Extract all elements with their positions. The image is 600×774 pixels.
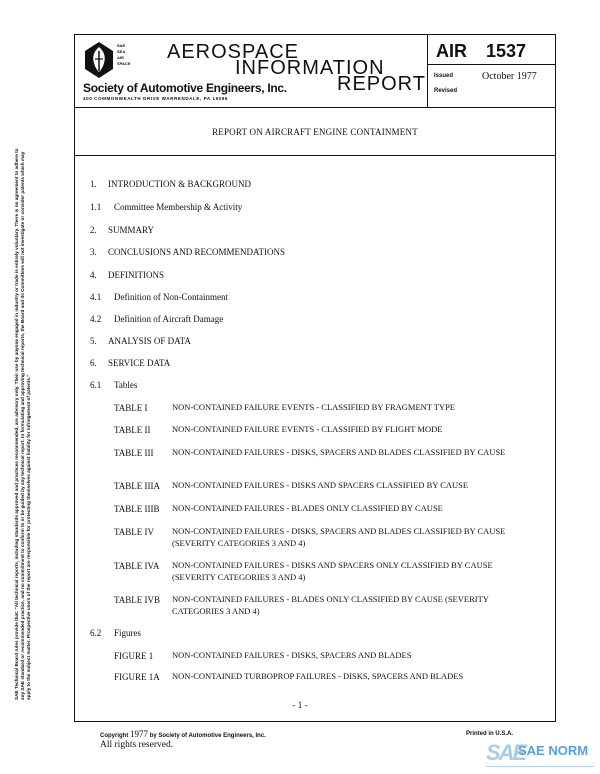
sae-logo-icon [83,41,115,79]
document-number-box [427,35,556,107]
issued-date: October 1977 [482,71,537,82]
report-header [75,35,555,108]
report-frame [74,34,556,722]
air-label: AIR [436,41,467,61]
title-divider [75,155,555,156]
table-entry-title: NON-CONTAINED FAILURE EVENTS - CLASSIFIED BY FRAGMENT TYPE [172,402,456,412]
report-heading: REPORT [337,73,426,95]
side-legal-notice: SAE Technical Board rules provide that: "All technical reports, including standards approved and practices recommended, are advisory only. Their use by anyone engaged in industry or trade is entirely voluntary. There is no agreement to adhere to any SAE standard or recommended practice, and no commitment to conform to or be guided by any technical report. In formulating and approving technical reports, the Board and its Committees will not investigate or consider patents which may apply to the subject matter. Prospective users of the report are responsible for protecting themselves against liability for infringement of patents." [14,148,31,700]
copyright-line: Copyright 1977 by Society of Automotive Engineers, Inc. [100,729,266,739]
watermark-text: SAE NORM [518,743,589,758]
figure-entry-title: NON-CONTAINED FAILURES - DISKS, SPACERS AND BLADES [172,650,412,660]
watermark [486,740,598,772]
table-entry-title: NON-CONTAINED FAILURE EVENTS - CLASSIFIED BY FLIGHT MODE [172,424,443,434]
table-entry-title: NON-CONTAINED FAILURES - DISKS AND SPACERS CLASSIFIED BY CAUSE [172,480,469,490]
table-entry-title: NON-CONTAINED FAILURES - DISKS, SPACERS AND BLADES CLASSIFIED BY CAUSE (SEVERITY CATEGORIES 3 AND 4) [172,526,506,548]
table-entry-title: NON-CONTAINED FAILURES - DISKS, SPACERS AND BLADES CLASSIFIED BY CAUSE [172,447,506,457]
table-entry-title: NON-CONTAINED FAILURES - DISKS AND SPACERS ONLY CLASSIFIED BY CAUSE (SEVERITY CATEGORIES 3 AND 4) [172,560,493,582]
logo-lettering: SAE SEA AIR SPACE [117,43,131,66]
air-number: 1537 [486,41,527,61]
table-entry-title: NON-CONTAINED FAILURES - BLADES ONLY CLASSIFIED BY CAUSE (SEVERITY CATEGORIES 3 AND 4) [172,594,489,616]
watermark-underline [486,766,594,767]
air-number-cell [428,35,556,65]
document-page: SAE Technical Board rules provide that: "All technical reports, including standards approved and practices recommended, are advisory only. Their use by anyone engaged in industry or trade is entirely voluntary. There is no agreement to adhere to any SAE standard or recommended practice, and no commitment to conform to or be guided by any technical report. In formulating and approving technical reports, the Board and its Committees will not investigate or consider patents which may apply to the subject matter. Prospective users of the report are responsible for protecting themselves against liability for infringement of patents." SAE SEA AIR SPACE AEROSPACE INFORMATION REPORT Society of Automotive Engineers, Inc. 400 COMMONWEALTH DRIVE WARRENDALE, PA 15096 AIR 1537 Issued Revised October 1977 REPORT ON AIRCRAFT ENGINE CONTAINMENT 1. INTRODUCTION & BACKGROUND 1.1 Committee Membership & Activity 2. SUMMARY 3. CONCLUSIONS AND RECOMMENDATIONS 4. DEFINITIONS 4.1 Definition of Non-Containment 4.2 Definition of Aircraft Damage 5. ANALYSIS OF DATA 6. SERVICE DATA 6.1 Tables TABLE I NON-CONTAINED FAILURE EVENTS - CLASSIFIED BY FRAGMENT TYPE TABLE II NON-CONTAINED FAILURE EVENTS - CLASSIFIED BY FLIGHT MODE TABLE III NON-CONTAINED FAILURES - DISKS, SPACERS AND BLADES CLASSIFIED BY CAUSE TABLE IIIA NON-CONTAINED FAILURES - DISKS AND SPACERS CLASSIFIED BY CAUSE TABLE IIIB NON-CONTAINED FAILURES - BLADES ONLY CLASSIFIED BY CAUSE TABLE IV NON-CONTAINED FAILURES - DISKS, SPACERS AND BLADES CLASSIFIED BY CAUSE (SEVERITY CATEGORIES 3 AND 4) TABLE IVA NON-CONTAINED FAILURES - DISKS AND SPACERS ONLY CLASSIFIED BY CAUSE (SEVERITY CATEGORIES 3 AND 4) TABLE IVB NON-CONTAINED FAILURES - BLADES ONLY CLASSIFIED BY CAUSE (SEVERITY CATEGORIES 3 AND 4) 6.2 Figures FIGURE 1 NON-CONTAINED FAILURES - DISKS, SPACERS AND BLADES FIGURE 1A NON-CONTAINED TURBOPROP FAILURES - DISKS, SPACERS AND BLADES - 1 - Copyright 1977 by Society of Automotive Engineers, Inc. All rights reserved. Printed in U.S.A. SAE SAE NORM [0,0,600,774]
printed-in: Printed in U.S.A. [466,731,514,737]
society-address: 400 COMMONWEALTH DRIVE WARRENDALE, PA 15096 [83,96,228,101]
page-number: - 1 - [292,700,308,710]
figure-entry-title: NON-CONTAINED TURBOPROP FAILURES - DISKS, SPACERS AND BLADES [172,671,464,681]
rights-reserved: All rights reserved. [100,740,174,750]
revised-label: Revised [434,88,458,94]
issued-label: Issued [434,73,454,79]
table-entry-title: NON-CONTAINED FAILURES - BLADES ONLY CLASSIFIED BY CAUSE [172,503,443,513]
society-name: Society of Automotive Engineers, Inc. [83,81,287,95]
document-title: REPORT ON AIRCRAFT ENGINE CONTAINMENT [212,127,418,137]
information-heading: INFORMATION [235,57,385,79]
watermark-logo-icon: SAE [486,740,526,765]
aerospace-heading: AEROSPACE [167,41,299,63]
